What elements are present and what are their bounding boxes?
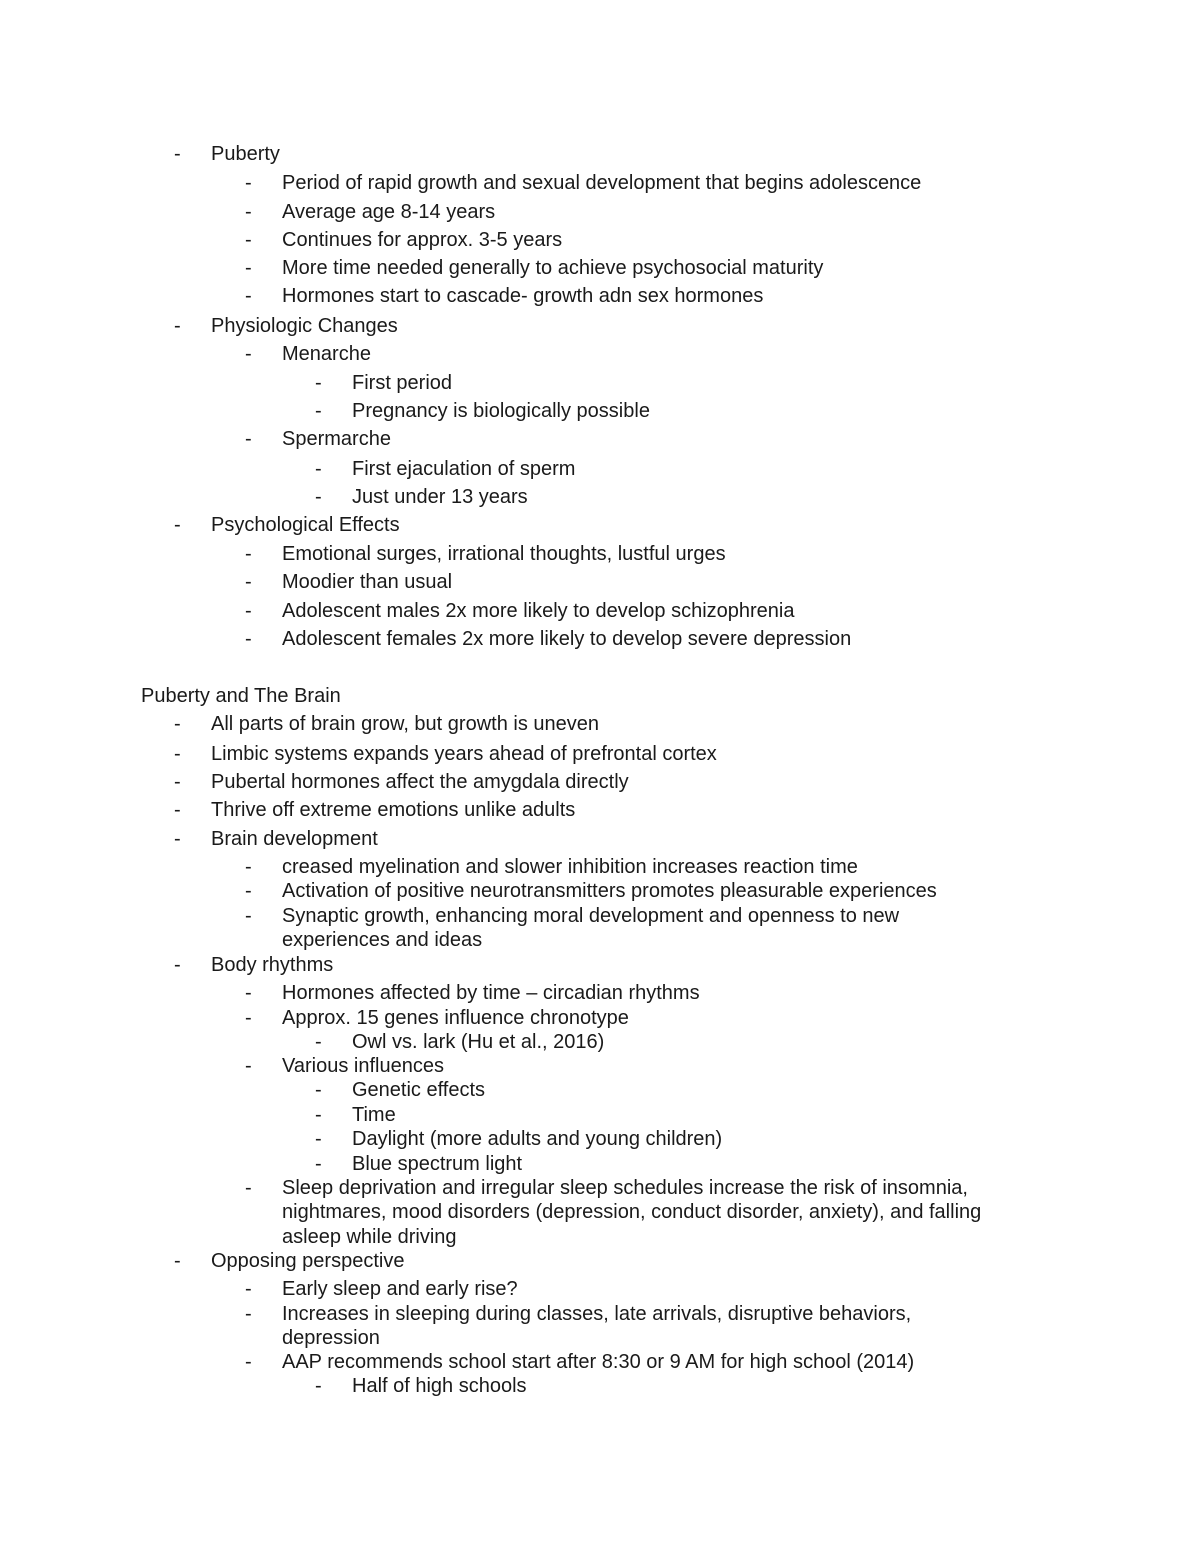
bullet-dash: - <box>245 428 252 450</box>
bullet-dash: - <box>174 514 181 536</box>
list-item-text: All parts of brain grow, but growth is uneven <box>211 713 599 735</box>
bullet-dash: - <box>245 905 252 927</box>
bullet-dash: - <box>174 799 181 821</box>
bullet-dash: - <box>174 143 181 165</box>
list-item-text: Various influences <box>282 1055 444 1077</box>
bullet-dash: - <box>174 1250 181 1272</box>
list-item-text: Average age 8-14 years <box>282 201 496 223</box>
list-item-text: Half of high schools <box>352 1375 527 1397</box>
list-item-text: Pregnancy is biologically possible <box>352 400 650 422</box>
list-item-text: Opposing perspective <box>211 1250 405 1272</box>
list-item-text: creased myelination and slower inhibition increases reaction time <box>282 856 858 878</box>
bullet-dash: - <box>245 982 252 1004</box>
bullet-dash: - <box>315 486 322 508</box>
list-item-text: Hormones start to cascade- growth adn sex hormones <box>282 285 764 307</box>
list-item-text: Physiologic Changes <box>211 315 398 337</box>
list-item-text: Sleep deprivation and irregular sleep schedules increase the risk of insomnia, <box>282 1177 968 1199</box>
list-item-text: Pubertal hormones affect the amygdala directly <box>211 771 629 793</box>
list-item-text: Brain development <box>211 828 378 850</box>
bullet-dash: - <box>245 172 252 194</box>
bullet-dash: - <box>245 1007 252 1029</box>
list-item-text: Owl vs. lark (Hu et al., 2016) <box>352 1031 605 1053</box>
bullet-dash: - <box>315 1079 322 1101</box>
list-item-text: asleep while driving <box>282 1226 457 1248</box>
list-item-text: Emotional surges, irrational thoughts, lustful urges <box>282 543 726 565</box>
bullet-dash: - <box>315 458 322 480</box>
bullet-dash: - <box>245 1303 252 1325</box>
bullet-dash: - <box>245 571 252 593</box>
bullet-dash: - <box>315 1128 322 1150</box>
bullet-dash: - <box>245 229 252 251</box>
list-item-text: Increases in sleeping during classes, late arrivals, disruptive behaviors, <box>282 1303 912 1325</box>
list-item-text: Synaptic growth, enhancing moral development and openness to new <box>282 905 900 927</box>
bullet-dash: - <box>245 201 252 223</box>
bullet-dash: - <box>315 1153 322 1175</box>
bullet-dash: - <box>245 880 252 902</box>
list-item-text: Adolescent males 2x more likely to develop schizophrenia <box>282 600 795 622</box>
section-heading: Puberty and The Brain <box>141 685 341 707</box>
list-item-text: Genetic effects <box>352 1079 486 1101</box>
bullet-dash: - <box>315 1031 322 1053</box>
bullet-dash: - <box>174 713 181 735</box>
bullet-dash: - <box>245 285 252 307</box>
bullet-dash: - <box>245 1351 252 1373</box>
list-item-text: Menarche <box>282 343 371 365</box>
bullet-dash: - <box>315 1104 322 1126</box>
bullet-dash: - <box>245 856 252 878</box>
list-item-text: nightmares, mood disorders (depression, conduct disorder, anxiety), and falling <box>282 1201 982 1223</box>
bullet-dash: - <box>245 257 252 279</box>
bullet-dash: - <box>245 1055 252 1077</box>
bullet-dash: - <box>174 315 181 337</box>
bullet-dash: - <box>315 372 322 394</box>
list-item-text: Activation of positive neurotransmitters promotes pleasurable experiences <box>282 880 937 902</box>
list-item-text: More time needed generally to achieve psychosocial maturity <box>282 257 824 279</box>
list-item-text: Hormones affected by time – circadian rhythms <box>282 982 700 1004</box>
list-item-text: Time <box>352 1104 396 1126</box>
list-item-text: Psychological Effects <box>211 514 400 536</box>
bullet-dash: - <box>245 628 252 650</box>
list-item-text: Spermarche <box>282 428 391 450</box>
bullet-dash: - <box>315 1375 322 1397</box>
bullet-dash: - <box>245 1177 252 1199</box>
list-item-text: experiences and ideas <box>282 929 483 951</box>
list-item-text: Early sleep and early rise? <box>282 1278 518 1300</box>
bullet-dash: - <box>245 1278 252 1300</box>
list-item-text: Puberty <box>211 143 280 165</box>
list-item-text: depression <box>282 1327 380 1349</box>
list-item-text: Blue spectrum light <box>352 1153 523 1175</box>
bullet-dash: - <box>245 343 252 365</box>
list-item-text: Body rhythms <box>211 954 334 976</box>
bullet-dash: - <box>174 828 181 850</box>
bullet-dash: - <box>174 954 181 976</box>
list-item-text: Continues for approx. 3-5 years <box>282 229 563 251</box>
list-item-text: First period <box>352 372 453 394</box>
list-item-text: Limbic systems expands years ahead of prefrontal cortex <box>211 743 717 765</box>
list-item-text: Just under 13 years <box>352 486 528 508</box>
list-item-text: Daylight (more adults and young children) <box>352 1128 723 1150</box>
list-item-text: First ejaculation of sperm <box>352 458 576 480</box>
bullet-dash: - <box>245 600 252 622</box>
bullet-dash: - <box>245 543 252 565</box>
bullet-dash: - <box>315 400 322 422</box>
bullet-dash: - <box>174 743 181 765</box>
list-item-text: AAP recommends school start after 8:30 or 9 AM for high school (2014) <box>282 1351 915 1373</box>
list-item-text: Approx. 15 genes influence chronotype <box>282 1007 629 1029</box>
list-item-text: Thrive off extreme emotions unlike adults <box>211 799 576 821</box>
bullet-dash: - <box>174 771 181 793</box>
list-item-text: Period of rapid growth and sexual development that begins adolescence <box>282 172 922 194</box>
list-item-text: Moodier than usual <box>282 571 453 593</box>
list-item-text: Adolescent females 2x more likely to develop severe depression <box>282 628 852 650</box>
